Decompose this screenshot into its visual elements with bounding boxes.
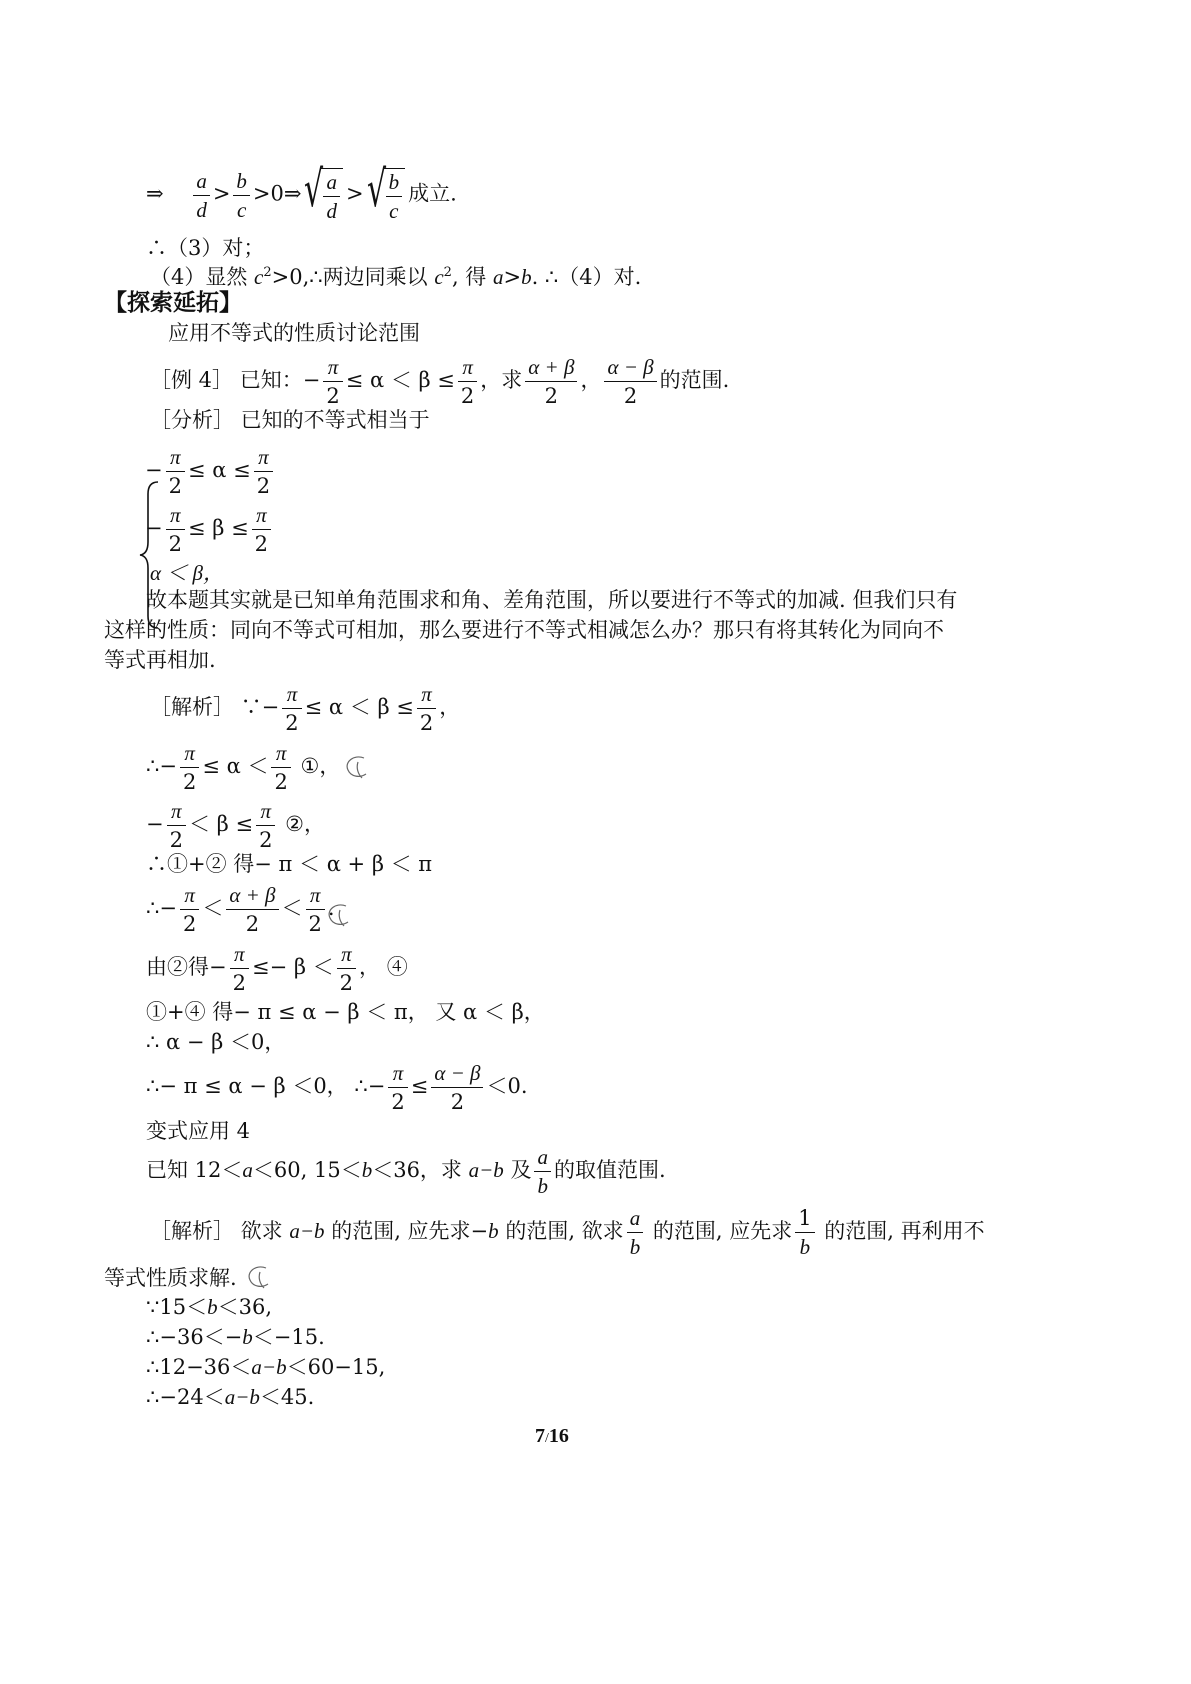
line-4-correct: （4）显然 $c^2>0,\therefore$两边同乘以 $c^2$, 得 a>b. ∴（4）对. bbox=[150, 265, 642, 289]
line-3-correct: ∴（3）对； bbox=[146, 236, 265, 260]
variant-step-3: ∴12−36＜a−b＜60−15, bbox=[146, 1355, 386, 1379]
section-heading: 【探索延拓】 bbox=[104, 290, 242, 316]
variant-question: 已知 12＜a＜60, 15＜b＜36，求 a−b 及 $\frac{a}{b}$ 的取值范围. bbox=[146, 1145, 666, 1199]
solution-line-3: − $\frac{\pi}{2}$ ＜ β ≤ $\frac{\pi}{2}$ ②， bbox=[146, 799, 325, 853]
handwritten-mark-icon bbox=[242, 1262, 274, 1294]
variant-title: 变式应用 4 bbox=[146, 1119, 251, 1143]
solution-line-7: ①+④ 得− π ≤ α − β ＜ π， 又 α ＜ β， bbox=[146, 1000, 545, 1024]
solution-line-4: ∴①+② 得− π ＜ α + β ＜ π bbox=[146, 852, 433, 876]
solution-line-8: ∴ α − β ＜0， bbox=[146, 1030, 286, 1054]
paragraph-line-3: 等式再相加. bbox=[104, 648, 216, 672]
page-number: 7/16 bbox=[535, 1425, 569, 1447]
paragraph-line-2: 这样的性质：同向不等式可相加，那么要进行不等式相减怎么办？那只有将其转化为同向不 bbox=[104, 618, 944, 642]
system-row-alpha-lt-beta: α ＜ β， bbox=[150, 561, 224, 585]
handwritten-mark-icon bbox=[322, 900, 354, 932]
handwritten-mark-icon bbox=[340, 752, 372, 784]
variant-solution-line-2: 等式性质求解. bbox=[104, 1266, 237, 1290]
section-subtitle: 应用不等式的性质讨论范围 bbox=[168, 321, 420, 345]
solution-line-9: ∴− π ≤ α − β ＜0， ∴− $\frac{\pi}{2}$ ≤ $\frac{\alpha - \beta}{2}$ ＜0. bbox=[146, 1061, 528, 1115]
fraction-a-over-d: $\frac{a}{d}$ bbox=[193, 170, 210, 221]
solution-line-6: 由②得− $\frac{\pi}{2}$ ≤− β ＜ $\frac{\pi}{2}$ ， ④ bbox=[146, 942, 408, 996]
solution-line-2: ∴− $\frac{\pi}{2}$ ≤ α ＜ $\frac{\pi}{2}$ ①， bbox=[146, 741, 341, 795]
analysis-line: ［分析］ 已知的不等式相当于 bbox=[150, 408, 430, 432]
line-implication-sqrt: ⇒ $\frac{a}{d}$ > $\frac{b}{c}$ >0⇒ √ $\frac{a}{d}$ > √ $\frac{b}{c}$ 成立. bbox=[146, 160, 457, 224]
system-row-alpha: − $\frac{\pi}{2}$ ≤ α ≤ $\frac{\pi}{2}$ bbox=[145, 446, 276, 497]
example-4: ［例 4］ 已知：− $\frac{\pi}{2}$ ≤ α ＜ β ≤ $\frac{\pi}{2}$ ，求 $\frac{\alpha + \beta}{2}$ ， $\frac{\alpha - \beta}{2}$ 的范围. bbox=[150, 355, 730, 409]
variant-step-4: ∴−24＜a−b＜45. bbox=[146, 1385, 315, 1409]
variant-step-1: ∵15＜b＜36, bbox=[146, 1295, 272, 1319]
sqrt-a-over-d: √ $\frac{a}{d}$ bbox=[304, 168, 343, 222]
solution-line-5: ∴− $\frac{\pi}{2}$ ＜ $\frac{\alpha + \beta}{2}$ ＜ $\frac{\pi}{2}$ . bbox=[146, 883, 335, 937]
sqrt-b-over-c: √ $\frac{b}{c}$ bbox=[367, 168, 406, 222]
fraction-b-over-c: $\frac{b}{c}$ bbox=[233, 170, 250, 221]
solution-line-1: ［解析］ ∵− $\frac{\pi}{2}$ ≤ α ＜ β ≤ $\frac{\pi}{2}$ ， bbox=[150, 682, 461, 736]
paragraph-line-1: 故本题其实就是已知单角范围求和角、差角范围，所以要进行不等式的加减. 但我们只有 bbox=[146, 588, 958, 612]
system-row-beta: − $\frac{\pi}{2}$ ≤ β ≤ $\frac{\pi}{2}$ bbox=[145, 504, 274, 555]
variant-solution-line-1: ［解析］ 欲求 a−b 的范围, 应先求−b 的范围, 欲求 $\frac{a}{b}$ 的范围, 应先求 $\frac{1}{b}$ 的范围, 再利用不 bbox=[150, 1206, 985, 1260]
variant-step-2: ∴−36＜−b＜−15. bbox=[146, 1325, 325, 1349]
